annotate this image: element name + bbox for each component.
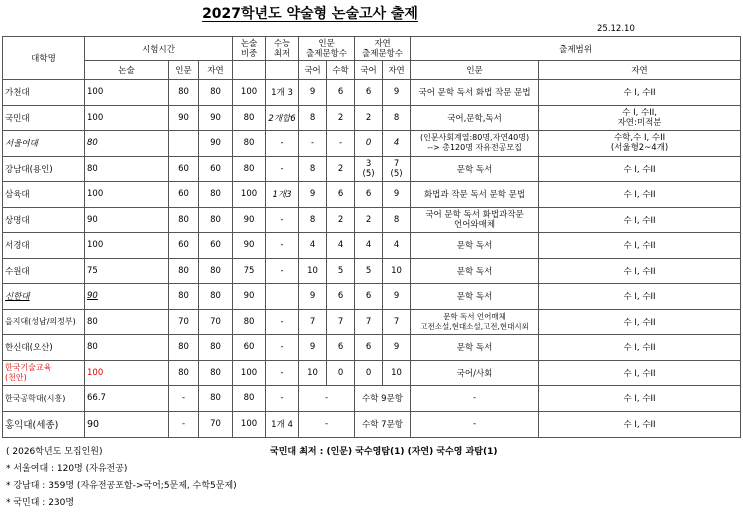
essay-score: 90: [85, 411, 169, 437]
univ-name: 서울여대: [3, 131, 85, 157]
hum-kor: 9: [299, 182, 327, 208]
scope-sci: 수 I, 수II: [539, 284, 741, 310]
hum-kor: 10: [299, 258, 327, 284]
hum-kor: -: [299, 131, 327, 157]
table-row: [3, 284, 741, 310]
min-req: 1개 4: [266, 411, 299, 437]
scope-hum: (인문사회계열:80명,자연40명) --> 총120명 자유전공모집: [411, 131, 539, 157]
header-hum-items: 인문 출제문항수: [299, 37, 355, 61]
sci-math: 9: [383, 284, 411, 310]
scope-sci: 수 I, 수II: [539, 360, 741, 386]
scope-sci: 수 I, 수II: [539, 386, 741, 412]
min-req: -: [266, 156, 299, 182]
header-time-hum: 인문: [169, 61, 199, 80]
header-hum-kor: 국어: [299, 61, 327, 80]
time-sci: 90: [199, 131, 233, 157]
sci-kor: 7: [355, 309, 383, 335]
time-hum: 80: [169, 258, 199, 284]
essay-weight: 100: [233, 182, 266, 208]
hum-items: -: [299, 386, 355, 412]
time-sci: 90: [199, 105, 233, 131]
scope-hum: 문학 독서: [411, 233, 539, 259]
essay-exam-table: [2, 36, 741, 438]
univ-name: 한국공학대(시흥): [3, 386, 85, 412]
sci-math: 8: [383, 105, 411, 131]
sci-math: 8: [383, 207, 411, 233]
essay-weight: 80: [233, 156, 266, 182]
min-req: 1개 3: [266, 80, 299, 106]
header-essay: 논술: [85, 61, 169, 80]
scope-hum: 문학 독서: [411, 335, 539, 361]
min-req: -: [266, 360, 299, 386]
time-sci: 60: [199, 156, 233, 182]
sci-math: 9: [383, 182, 411, 208]
hum-kor: 4: [299, 233, 327, 259]
time-sci: 60: [199, 233, 233, 259]
table-row: [3, 360, 741, 386]
table-row: [3, 131, 741, 157]
univ-name: 서경대: [3, 233, 85, 259]
scope-sci: 수 I, 수II: [539, 156, 741, 182]
time-sci: 80: [199, 207, 233, 233]
scope-sci: 수 I, 수II, 자연:미적분: [539, 105, 741, 131]
header-exam-time: 시험시간: [85, 37, 233, 61]
sci-items: 수학 7문항: [355, 411, 411, 437]
scope-hum: 국어/사회: [411, 360, 539, 386]
time-hum: 80: [169, 335, 199, 361]
essay-score: 100: [85, 182, 169, 208]
min-req: -: [266, 258, 299, 284]
time-sci: 80: [199, 284, 233, 310]
header-sci-kor: 국어: [355, 61, 383, 80]
scope-sci: 수 I, 수II: [539, 207, 741, 233]
scope-hum: 문학 독서 언어매체 고전소설,현대소설,고전,현대시외: [411, 309, 539, 335]
date-label: 25.12.10: [597, 24, 635, 34]
page-title: 2027학년도 약술형 논술고사 출제: [202, 6, 418, 22]
essay-weight: 75: [233, 258, 266, 284]
table-row: [3, 182, 741, 208]
time-hum: 80: [169, 207, 199, 233]
scope-hum: -: [411, 411, 539, 437]
univ-name: 을지대(성남/의정부): [3, 309, 85, 335]
min-req: 1개3: [266, 182, 299, 208]
time-hum: 80: [169, 360, 199, 386]
sci-items: 수학 9문항: [355, 386, 411, 412]
univ-name: 가천대: [3, 80, 85, 106]
sci-kor: 2: [355, 105, 383, 131]
sci-kor: 6: [355, 284, 383, 310]
time-hum: 80: [169, 80, 199, 106]
time-hum: 60: [169, 156, 199, 182]
essay-weight: 90: [233, 207, 266, 233]
header-essay-weight: 논술 비중: [233, 37, 266, 61]
scope-sci: 수 I, 수II: [539, 335, 741, 361]
time-hum: 70: [169, 309, 199, 335]
min-req: -: [266, 335, 299, 361]
scope-hum: 국어 문학 독서 화법 작문 문법: [411, 80, 539, 106]
time-hum: [169, 131, 199, 157]
time-hum: 80: [169, 284, 199, 310]
essay-weight: 60: [233, 335, 266, 361]
hum-kor: 8: [299, 207, 327, 233]
scope-sci: 수 I, 수II: [539, 233, 741, 259]
time-sci: 70: [199, 411, 233, 437]
essay-weight: 100: [233, 80, 266, 106]
table-row: [3, 411, 741, 437]
essay-score: 80: [85, 335, 169, 361]
table-row: [3, 258, 741, 284]
essay-score: 90: [85, 207, 169, 233]
table-row: [3, 156, 741, 182]
hum-math: 6: [327, 182, 355, 208]
hum-math: 0: [327, 360, 355, 386]
essay-score: 80: [85, 309, 169, 335]
table-row: [3, 207, 741, 233]
scope-hum: 문학 독서: [411, 284, 539, 310]
min-req: -: [266, 131, 299, 157]
hum-math: 5: [327, 258, 355, 284]
essay-score: 66.7: [85, 386, 169, 412]
hum-math: 2: [327, 105, 355, 131]
table-row: [3, 105, 741, 131]
hum-math: 2: [327, 207, 355, 233]
scope-sci: 수 I, 수II: [539, 258, 741, 284]
sci-kor: 0: [355, 131, 383, 157]
univ-name: 삼육대: [3, 182, 85, 208]
essay-score: 75: [85, 258, 169, 284]
hum-math: 2: [327, 156, 355, 182]
time-sci: 70: [199, 309, 233, 335]
hum-kor: 7: [299, 309, 327, 335]
hum-kor: 9: [299, 80, 327, 106]
hum-math: 7: [327, 309, 355, 335]
table-row: [3, 386, 741, 412]
time-sci: 80: [199, 386, 233, 412]
sci-kor: 0: [355, 360, 383, 386]
header-univ: 대학명: [3, 37, 85, 80]
sci-kor: 3 (5): [355, 156, 383, 182]
sci-math: 10: [383, 360, 411, 386]
univ-name: 국민대: [3, 105, 85, 131]
table-row: [3, 233, 741, 259]
table-row: [3, 309, 741, 335]
time-hum: -: [169, 386, 199, 412]
time-hum: 90: [169, 105, 199, 131]
hum-math: 6: [327, 284, 355, 310]
essay-weight: 80: [233, 309, 266, 335]
time-hum: 60: [169, 182, 199, 208]
scope-hum: 문학 독서: [411, 156, 539, 182]
footnote-seoul-womens: * 서울여대 : 120명 (자유전공): [6, 464, 128, 474]
essay-weight: 80: [233, 386, 266, 412]
time-hum: 60: [169, 233, 199, 259]
min-req: 2개합6: [266, 105, 299, 131]
essay-weight: 90: [233, 233, 266, 259]
hum-items: -: [299, 411, 355, 437]
hum-kor: 10: [299, 360, 327, 386]
sci-kor: 6: [355, 182, 383, 208]
sci-math: 9: [383, 80, 411, 106]
sci-math: 7: [383, 309, 411, 335]
sci-math: 4: [383, 131, 411, 157]
univ-name: 한국기술교육 (천안): [3, 360, 85, 386]
header-sci-math: 자연: [383, 61, 411, 80]
scope-sci: 수 I, 수II: [539, 80, 741, 106]
hum-kor: 8: [299, 156, 327, 182]
scope-sci: 수 I, 수II: [539, 411, 741, 437]
essay-score: 80: [85, 131, 169, 157]
min-req: [266, 284, 299, 310]
essay-score: 100: [85, 105, 169, 131]
sci-kor: 5: [355, 258, 383, 284]
univ-name: 강남대(용인): [3, 156, 85, 182]
header-hum-math: 수학: [327, 61, 355, 80]
essay-score: 100: [85, 80, 169, 106]
essay-weight: 100: [233, 411, 266, 437]
header-min-req: 수능 최저: [266, 37, 299, 61]
hum-math: 6: [327, 335, 355, 361]
min-req: -: [266, 233, 299, 259]
essay-score: 80: [85, 156, 169, 182]
sci-kor: 2: [355, 207, 383, 233]
time-sci: 80: [199, 335, 233, 361]
sci-kor: 4: [355, 233, 383, 259]
sci-kor: 6: [355, 80, 383, 106]
hum-kor: 8: [299, 105, 327, 131]
hum-kor: 9: [299, 335, 327, 361]
essay-weight: 90: [233, 284, 266, 310]
scope-hum: 국어 문학 독서 화법과작문 언어와매체: [411, 207, 539, 233]
essay-weight: 80: [233, 131, 266, 157]
essay-score: 100: [85, 360, 169, 386]
min-req: -: [266, 207, 299, 233]
time-sci: 80: [199, 258, 233, 284]
univ-name: 상명대: [3, 207, 85, 233]
essay-score: 90: [85, 284, 169, 310]
scope-sci: 수학,수 I, 수II (서울형2~4개): [539, 131, 741, 157]
sci-math: 9: [383, 335, 411, 361]
univ-name: 수원대: [3, 258, 85, 284]
sci-math: 7 (5): [383, 156, 411, 182]
hum-math: -: [327, 131, 355, 157]
time-sci: 80: [199, 360, 233, 386]
essay-score: 100: [85, 233, 169, 259]
header-scope: 출제범위: [411, 37, 741, 61]
scope-hum: -: [411, 386, 539, 412]
univ-name: 한신대(오산): [3, 335, 85, 361]
footnote-kookmin: * 국민대 : 230명: [6, 498, 75, 508]
scope-sci: 수 I, 수II: [539, 309, 741, 335]
footnote-kangnam: * 강남대 : 359명 (자유전공포함->국어;5문제, 수학5문제): [6, 481, 237, 491]
footnote-kookmin-min: 국민대 최저 : (인문) 국수영탐(1) (자연) 국수영 과탐(1): [270, 447, 498, 457]
table-row: [3, 335, 741, 361]
min-req: -: [266, 386, 299, 412]
time-sci: 80: [199, 182, 233, 208]
sci-math: 10: [383, 258, 411, 284]
essay-weight: 80: [233, 105, 266, 131]
scope-hum: 국어,문학,독서: [411, 105, 539, 131]
univ-name: 신한대: [3, 284, 85, 310]
table-row: [3, 80, 741, 106]
scope-sci: 수 I, 수II: [539, 182, 741, 208]
hum-math: 4: [327, 233, 355, 259]
scope-hum: 문학 독서: [411, 258, 539, 284]
time-sci: 80: [199, 80, 233, 106]
essay-weight: 100: [233, 360, 266, 386]
hum-kor: 9: [299, 284, 327, 310]
header-scope-hum: 인문: [411, 61, 539, 80]
sci-math: 4: [383, 233, 411, 259]
scope-hum: 화법과 작문 독서 문학 문법: [411, 182, 539, 208]
header-sci-items: 자연 출제문항수: [355, 37, 411, 61]
header-scope-sci: 자연: [539, 61, 741, 80]
footnote-recruit-header: ( 2026학년도 모집인원): [6, 447, 103, 457]
sci-kor: 6: [355, 335, 383, 361]
hum-math: 6: [327, 80, 355, 106]
min-req: -: [266, 309, 299, 335]
time-hum: -: [169, 411, 199, 437]
univ-name: 홍익대(세종): [3, 411, 85, 437]
header-time-sci: 자연: [199, 61, 233, 80]
